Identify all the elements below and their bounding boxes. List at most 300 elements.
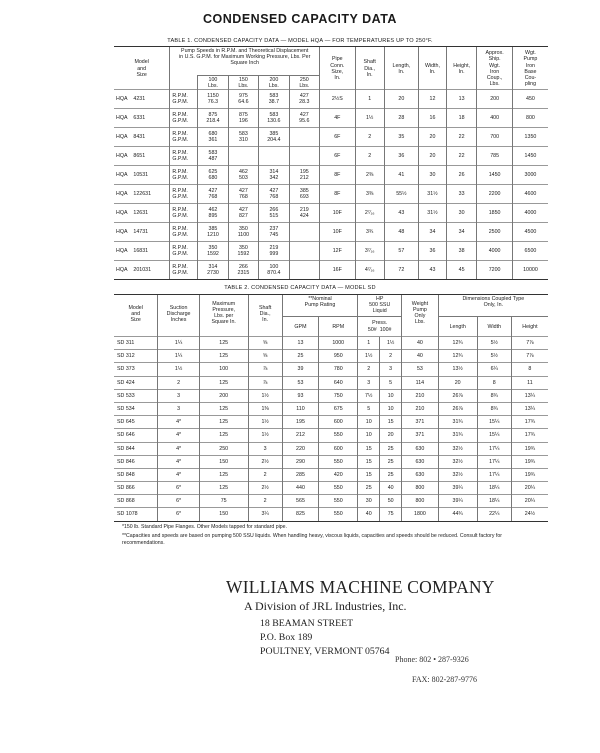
width-cell: 36 bbox=[419, 242, 447, 261]
hp100-cell: 25 bbox=[380, 442, 402, 455]
shaft-cell: 2 bbox=[248, 495, 282, 508]
width-cell: 20 bbox=[419, 128, 447, 147]
t1-header-p100: 100 Lbs. bbox=[198, 76, 228, 90]
height-cell: 19¾ bbox=[511, 442, 548, 455]
page-title: CONDENSED CAPACITY DATA bbox=[203, 12, 397, 26]
p200-cell: 385 204.4 bbox=[259, 128, 289, 147]
weight-cell: 800 bbox=[402, 482, 439, 495]
length-cell: 44¾ bbox=[438, 508, 477, 521]
width-cell: 43 bbox=[419, 261, 447, 280]
t1-header-shaft: Shaft Dia., In. bbox=[355, 47, 384, 90]
suction-cell: 4* bbox=[158, 442, 199, 455]
p250-cell: 427 95.6 bbox=[289, 109, 319, 128]
rpm-cell: 950 bbox=[319, 350, 358, 363]
t1-header-blank bbox=[170, 76, 198, 90]
height-cell: 8 bbox=[511, 363, 548, 376]
weight-cell: 630 bbox=[402, 442, 439, 455]
suction-cell: 6* bbox=[158, 482, 199, 495]
hp50-cell: 25 bbox=[358, 482, 380, 495]
height-cell: 7⅞ bbox=[511, 337, 548, 350]
table1-caption: TABLE 1. CONDENSED CAPACITY DATA — MODEL HQA — FOR TEMPERATURES UP TO 250°F. bbox=[167, 38, 433, 44]
company-city: POULTNEY, VERMONT 05764 bbox=[260, 646, 390, 657]
gpm-cell: 212 bbox=[282, 429, 319, 442]
gpm-cell: 53 bbox=[282, 376, 319, 389]
table2-row bbox=[114, 350, 548, 363]
length-cell: 31¾ bbox=[438, 429, 477, 442]
table2-row bbox=[114, 482, 548, 495]
hp100-cell: 50 bbox=[380, 495, 402, 508]
height-cell: 20¼ bbox=[511, 482, 548, 495]
gpm-cell: 13 bbox=[282, 337, 319, 350]
suction-cell: 1¼ bbox=[158, 337, 199, 350]
table2-row bbox=[114, 508, 548, 521]
base-weight-cell: 1350 bbox=[512, 128, 548, 147]
p200-cell: 237 745 bbox=[259, 223, 289, 242]
gpm-cell: 39 bbox=[282, 363, 319, 376]
length-cell: 32½ bbox=[438, 455, 477, 468]
hp50-cell: 1 bbox=[358, 337, 380, 350]
base-weight-cell: 4500 bbox=[512, 223, 548, 242]
rpm-cell: 600 bbox=[319, 442, 358, 455]
hp50-cell: 40 bbox=[358, 508, 380, 521]
model-cell: HQA 8651 bbox=[114, 147, 170, 166]
model-cell: SD 311 bbox=[114, 337, 158, 350]
height-cell: 13¼ bbox=[511, 402, 548, 415]
ship-weight-cell: 700 bbox=[477, 128, 513, 147]
shaft-cell: 3⅜ bbox=[355, 185, 384, 204]
width-cell: 8¾ bbox=[477, 402, 511, 415]
model-cell: HQA 4231 bbox=[114, 90, 170, 109]
gpm-cell: 565 bbox=[282, 495, 319, 508]
shaft-cell: 2½ bbox=[248, 455, 282, 468]
maxp-cell: 75 bbox=[199, 495, 248, 508]
p200-cell: 427 768 bbox=[259, 185, 289, 204]
height-cell: 34 bbox=[446, 223, 476, 242]
pipe-cell: 8F bbox=[320, 185, 356, 204]
t2-header-model: Model and Size bbox=[114, 295, 158, 337]
length-cell: 41 bbox=[384, 166, 418, 185]
pipe-cell: 10F bbox=[320, 223, 356, 242]
table2-row bbox=[114, 363, 548, 376]
height-cell: 11 bbox=[511, 376, 548, 389]
suction-cell: 4* bbox=[158, 429, 199, 442]
table1-row bbox=[114, 185, 548, 204]
p150-cell: 875 196 bbox=[228, 109, 258, 128]
maxp-cell: 125 bbox=[199, 376, 248, 389]
weight-cell: 630 bbox=[402, 455, 439, 468]
height-cell: 18 bbox=[446, 109, 476, 128]
table2-row bbox=[114, 376, 548, 389]
pipe-cell: 16F bbox=[320, 261, 356, 280]
t1-header-p250: 250 Lbs. bbox=[289, 76, 319, 90]
pipe-cell: 6F bbox=[320, 128, 356, 147]
t1-header-height: Height, In. bbox=[446, 47, 476, 90]
unit-cell: R.P.M. G.P.M. bbox=[170, 90, 198, 109]
t2-header-length: Length bbox=[438, 317, 477, 337]
p200-cell: 100 870.4 bbox=[259, 261, 289, 280]
width-cell: 6¼ bbox=[477, 363, 511, 376]
unit-cell: R.P.M. G.P.M. bbox=[170, 204, 198, 223]
t1-header-ship-weight: Approx. Ship. Wgt. Iron Coup., Lbs. bbox=[477, 47, 513, 90]
length-cell: 26⅞ bbox=[438, 389, 477, 402]
shaft-cell: ⅝ bbox=[248, 350, 282, 363]
width-cell: 18¼ bbox=[477, 495, 511, 508]
model-cell: HQA 10531 bbox=[114, 166, 170, 185]
hp50-cell: 15 bbox=[358, 468, 380, 481]
rpm-cell: 550 bbox=[319, 508, 358, 521]
weight-cell: 630 bbox=[402, 468, 439, 481]
shaft-cell: 1 bbox=[355, 90, 384, 109]
shaft-cell: 1½ bbox=[248, 389, 282, 402]
model-cell: HQA 201031 bbox=[114, 261, 170, 280]
height-cell: 17¾ bbox=[511, 416, 548, 429]
unit-cell: R.P.M. G.P.M. bbox=[170, 185, 198, 204]
maxp-cell: 125 bbox=[199, 337, 248, 350]
suction-cell: 6* bbox=[158, 495, 199, 508]
p100-cell: 385 1210 bbox=[198, 223, 228, 242]
table1-row bbox=[114, 166, 548, 185]
weight-cell: 210 bbox=[402, 389, 439, 402]
shaft-cell: 2½ bbox=[248, 482, 282, 495]
shaft-cell: 4⁷⁄₁₆ bbox=[355, 261, 384, 280]
length-cell: 35 bbox=[384, 128, 418, 147]
length-cell: 31¾ bbox=[438, 416, 477, 429]
shaft-cell: 3 bbox=[248, 442, 282, 455]
rpm-cell: 550 bbox=[319, 455, 358, 468]
pipe-cell: 4F bbox=[320, 109, 356, 128]
weight-cell: 800 bbox=[402, 495, 439, 508]
hp50-cell: 15 bbox=[358, 455, 380, 468]
base-weight-cell: 1450 bbox=[512, 147, 548, 166]
gpm-cell: 825 bbox=[282, 508, 319, 521]
company-division: A Division of JRL Industries, Inc. bbox=[244, 599, 407, 613]
t2-header-press: Press. 50# 100# bbox=[358, 317, 402, 337]
model-cell: SD 646 bbox=[114, 429, 158, 442]
maxp-cell: 125 bbox=[199, 416, 248, 429]
maxp-cell: 125 bbox=[199, 350, 248, 363]
hp100-cell: 75 bbox=[380, 508, 402, 521]
maxp-cell: 200 bbox=[199, 389, 248, 402]
gpm-cell: 110 bbox=[282, 402, 319, 415]
p100-cell: 427 768 bbox=[198, 185, 228, 204]
p150-cell: 427 768 bbox=[228, 185, 258, 204]
p250-cell bbox=[289, 261, 319, 280]
company-street: 18 BEAMAN STREET bbox=[260, 618, 354, 629]
shaft-cell: 2 bbox=[355, 147, 384, 166]
model-cell: SD 866 bbox=[114, 482, 158, 495]
t2-header-dimensions: Dimensions Coupled Type Only, In. bbox=[438, 295, 548, 317]
t2-header-max-pressure: Maximum Pressure, Lbs. per Square In. bbox=[199, 295, 248, 337]
t2-header-gpm: GPM bbox=[282, 317, 319, 337]
length-cell: 20 bbox=[384, 90, 418, 109]
hp100-cell: 10 bbox=[380, 389, 402, 402]
model-cell: HQA 14731 bbox=[114, 223, 170, 242]
length-cell: 39¼ bbox=[438, 495, 477, 508]
model-cell: HQA 8431 bbox=[114, 128, 170, 147]
model-cell: SD 868 bbox=[114, 495, 158, 508]
table2-row bbox=[114, 442, 548, 455]
length-cell: 12¾ bbox=[438, 350, 477, 363]
suction-cell: 1½ bbox=[158, 363, 199, 376]
suction-cell: 3 bbox=[158, 402, 199, 415]
shaft-cell: 2⅜ bbox=[355, 166, 384, 185]
rpm-cell: 780 bbox=[319, 363, 358, 376]
model-cell: SD 312 bbox=[114, 350, 158, 363]
ship-weight-cell: 1450 bbox=[477, 166, 513, 185]
p250-cell: 427 28.3 bbox=[289, 90, 319, 109]
rpm-cell: 550 bbox=[319, 495, 358, 508]
gpm-cell: 440 bbox=[282, 482, 319, 495]
suction-cell: 6* bbox=[158, 508, 199, 521]
width-cell: 15¼ bbox=[477, 429, 511, 442]
length-cell: 39¼ bbox=[438, 482, 477, 495]
ship-weight-cell: 785 bbox=[477, 147, 513, 166]
footnote-flanges: *150 lb. Standard Pipe Flanges. Other Models tapped for standard pipe. bbox=[122, 524, 287, 530]
length-cell: 32½ bbox=[438, 468, 477, 481]
hp100-cell: 25 bbox=[380, 468, 402, 481]
weight-cell: 40 bbox=[402, 350, 439, 363]
height-cell: 24½ bbox=[511, 508, 548, 521]
ship-weight-cell: 400 bbox=[477, 109, 513, 128]
height-cell: 22 bbox=[446, 128, 476, 147]
shaft-cell: 3⁷⁄₁₆ bbox=[355, 242, 384, 261]
height-cell: 22 bbox=[446, 147, 476, 166]
footnote-capacities: **Capacities and speeds are based on pumping 500 SSU liquids. When handling heavy, viscous liquids, capacities and speeds should be reduced. Consult factory for recommendations. bbox=[122, 533, 502, 546]
shaft-cell: 3¾ bbox=[355, 223, 384, 242]
hp50-cell: 10 bbox=[358, 429, 380, 442]
height-cell: 19¾ bbox=[511, 455, 548, 468]
width-cell: 17¼ bbox=[477, 455, 511, 468]
hp100-cell: 40 bbox=[380, 482, 402, 495]
hp100-cell: 10 bbox=[380, 402, 402, 415]
width-cell: 17¼ bbox=[477, 468, 511, 481]
table2-row bbox=[114, 455, 548, 468]
p100-cell: 350 1592 bbox=[198, 242, 228, 261]
model-cell: HQA 122631 bbox=[114, 185, 170, 204]
weight-cell: 40 bbox=[402, 337, 439, 350]
weight-cell: 53 bbox=[402, 363, 439, 376]
base-weight-cell: 450 bbox=[512, 90, 548, 109]
table1-row bbox=[114, 128, 548, 147]
p250-cell bbox=[289, 128, 319, 147]
height-cell: 38 bbox=[446, 242, 476, 261]
length-cell: 48 bbox=[384, 223, 418, 242]
suction-cell: 3 bbox=[158, 389, 199, 402]
maxp-cell: 125 bbox=[199, 429, 248, 442]
gpm-cell: 195 bbox=[282, 416, 319, 429]
t2-header-height: Height bbox=[511, 317, 548, 337]
table2-caption: TABLE 2. CONDENSED CAPACITY DATA — MODEL SD bbox=[224, 285, 376, 291]
p100-cell: 583 487 bbox=[198, 147, 228, 166]
height-cell: 7⅞ bbox=[511, 350, 548, 363]
model-cell: SD 424 bbox=[114, 376, 158, 389]
p150-cell: 462 503 bbox=[228, 166, 258, 185]
hp50-cell: 10 bbox=[358, 416, 380, 429]
height-cell: 45 bbox=[446, 261, 476, 280]
t2-header-hp: HP 500 SSU Liquid bbox=[358, 295, 402, 317]
shaft-cell: 2⁷⁄₁₆ bbox=[355, 204, 384, 223]
weight-cell: 371 bbox=[402, 429, 439, 442]
maxp-cell: 100 bbox=[199, 363, 248, 376]
gpm-cell: 285 bbox=[282, 468, 319, 481]
hp100-cell: 3 bbox=[380, 363, 402, 376]
width-cell: 31½ bbox=[419, 185, 447, 204]
width-cell: 15¼ bbox=[477, 416, 511, 429]
maxp-cell: 250 bbox=[199, 442, 248, 455]
maxp-cell: 150 bbox=[199, 508, 248, 521]
p150-cell: 583 310 bbox=[228, 128, 258, 147]
t1-header-base-weight: Wgt. Pump Iron Base Cou- pling bbox=[512, 47, 548, 90]
maxp-cell: 125 bbox=[199, 402, 248, 415]
suction-cell: 4* bbox=[158, 468, 199, 481]
weight-cell: 210 bbox=[402, 402, 439, 415]
table2-row bbox=[114, 389, 548, 402]
p250-cell bbox=[289, 147, 319, 166]
base-weight-cell: 800 bbox=[512, 109, 548, 128]
unit-cell: R.P.M. G.P.M. bbox=[170, 261, 198, 280]
model-cell: SD 373 bbox=[114, 363, 158, 376]
company-phone: Phone: 802 • 287-9326 bbox=[395, 655, 469, 664]
width-cell: 18¼ bbox=[477, 482, 511, 495]
width-cell: 5½ bbox=[477, 350, 511, 363]
ship-weight-cell: 200 bbox=[477, 90, 513, 109]
table2-row bbox=[114, 468, 548, 481]
hp100-cell: 25 bbox=[380, 455, 402, 468]
length-cell: 12¾ bbox=[438, 337, 477, 350]
ship-weight-cell: 1850 bbox=[477, 204, 513, 223]
base-weight-cell: 4600 bbox=[512, 185, 548, 204]
shaft-cell: ⅞ bbox=[248, 363, 282, 376]
gpm-cell: 25 bbox=[282, 350, 319, 363]
t1-header-length: Length, In. bbox=[384, 47, 418, 90]
width-cell: 5½ bbox=[477, 337, 511, 350]
t2-header-nominal: **Nominal Pump Rating bbox=[282, 295, 358, 317]
model-cell: SD 533 bbox=[114, 389, 158, 402]
base-weight-cell: 10000 bbox=[512, 261, 548, 280]
height-cell: 13¼ bbox=[511, 389, 548, 402]
gpm-cell: 220 bbox=[282, 442, 319, 455]
table1-row bbox=[114, 261, 548, 280]
p150-cell: 266 2315 bbox=[228, 261, 258, 280]
shaft-cell: ⅝ bbox=[248, 337, 282, 350]
shaft-cell: 1⅜ bbox=[248, 402, 282, 415]
p100-cell: 314 2730 bbox=[198, 261, 228, 280]
width-cell: 20 bbox=[419, 147, 447, 166]
width-cell: 12 bbox=[419, 90, 447, 109]
pipe-cell: 2½S bbox=[320, 90, 356, 109]
hp100-cell: 20 bbox=[380, 429, 402, 442]
weight-cell: 114 bbox=[402, 376, 439, 389]
p250-cell: 195 212 bbox=[289, 166, 319, 185]
rpm-cell: 600 bbox=[319, 416, 358, 429]
table1-row bbox=[114, 90, 548, 109]
length-cell: 43 bbox=[384, 204, 418, 223]
model-cell: HQA 6331 bbox=[114, 109, 170, 128]
p150-cell: 975 64.6 bbox=[228, 90, 258, 109]
length-cell: 55½ bbox=[384, 185, 418, 204]
width-cell: 8 bbox=[477, 376, 511, 389]
rpm-cell: 675 bbox=[319, 402, 358, 415]
model-cell: SD 645 bbox=[114, 416, 158, 429]
weight-cell: 371 bbox=[402, 416, 439, 429]
rpm-cell: 550 bbox=[319, 482, 358, 495]
p200-cell: 583 38.7 bbox=[259, 90, 289, 109]
length-cell: 72 bbox=[384, 261, 418, 280]
suction-cell: 2 bbox=[158, 376, 199, 389]
rpm-cell: 1000 bbox=[319, 337, 358, 350]
rpm-cell: 640 bbox=[319, 376, 358, 389]
unit-cell: R.P.M. G.P.M. bbox=[170, 147, 198, 166]
height-cell: 26 bbox=[446, 166, 476, 185]
rpm-cell: 420 bbox=[319, 468, 358, 481]
table1-row bbox=[114, 109, 548, 128]
maxp-cell: 150 bbox=[199, 455, 248, 468]
length-cell: 36 bbox=[384, 147, 418, 166]
p200-cell bbox=[259, 147, 289, 166]
unit-cell: R.P.M. G.P.M. bbox=[170, 166, 198, 185]
p100-cell: 462 895 bbox=[198, 204, 228, 223]
p150-cell: 350 1592 bbox=[228, 242, 258, 261]
shaft-cell: 1½ bbox=[355, 109, 384, 128]
width-cell: 31½ bbox=[419, 204, 447, 223]
p250-cell bbox=[289, 242, 319, 261]
model-cell: HQA 12631 bbox=[114, 204, 170, 223]
length-cell: 28 bbox=[384, 109, 418, 128]
p150-cell: 350 1100 bbox=[228, 223, 258, 242]
length-cell: 20 bbox=[438, 376, 477, 389]
table2-row bbox=[114, 337, 548, 350]
p100-cell: 680 361 bbox=[198, 128, 228, 147]
height-cell: 20¼ bbox=[511, 495, 548, 508]
t1-header-p150: 150 Lbs. bbox=[228, 76, 258, 90]
width-cell: 34 bbox=[419, 223, 447, 242]
unit-cell: R.P.M. G.P.M. bbox=[170, 128, 198, 147]
table1-row bbox=[114, 147, 548, 166]
pipe-cell: 10F bbox=[320, 204, 356, 223]
height-cell: 30 bbox=[446, 204, 476, 223]
pipe-cell: 8F bbox=[320, 166, 356, 185]
hp50-cell: 1½ bbox=[358, 350, 380, 363]
hp100-cell: 2 bbox=[380, 350, 402, 363]
p200-cell: 583 130.6 bbox=[259, 109, 289, 128]
hp100-cell: 5 bbox=[380, 376, 402, 389]
model-cell: SD 1078 bbox=[114, 508, 158, 521]
hp50-cell: 30 bbox=[358, 495, 380, 508]
table2-row bbox=[114, 429, 548, 442]
p100-cell: 625 680 bbox=[198, 166, 228, 185]
table2-row bbox=[114, 402, 548, 415]
model-cell: SD 844 bbox=[114, 442, 158, 455]
shaft-cell: 2 bbox=[355, 128, 384, 147]
t1-header-speeds: Pump Speeds in R.P.M. and Theoretical Displacement in U.S. G.P.M. for Maximum Working Pressure, Lbs. Per Square Inch bbox=[170, 47, 320, 76]
t2-header-shaft: Shaft Dia., In. bbox=[248, 295, 282, 337]
unit-cell: R.P.M. G.P.M. bbox=[170, 223, 198, 242]
pipe-cell: 6F bbox=[320, 147, 356, 166]
table1-row bbox=[114, 223, 548, 242]
maxp-cell: 125 bbox=[199, 482, 248, 495]
width-cell: 8¾ bbox=[477, 389, 511, 402]
pipe-cell: 12F bbox=[320, 242, 356, 261]
model-cell: SD 848 bbox=[114, 468, 158, 481]
rpm-cell: 550 bbox=[319, 429, 358, 442]
p100-cell: 1150 76.3 bbox=[198, 90, 228, 109]
model-cell: SD 846 bbox=[114, 455, 158, 468]
p250-cell bbox=[289, 223, 319, 242]
length-cell: 13½ bbox=[438, 363, 477, 376]
table1 bbox=[114, 46, 548, 280]
p150-cell bbox=[228, 147, 258, 166]
t1-header-pipe: Pipe Conn. Size, In. bbox=[320, 47, 356, 90]
